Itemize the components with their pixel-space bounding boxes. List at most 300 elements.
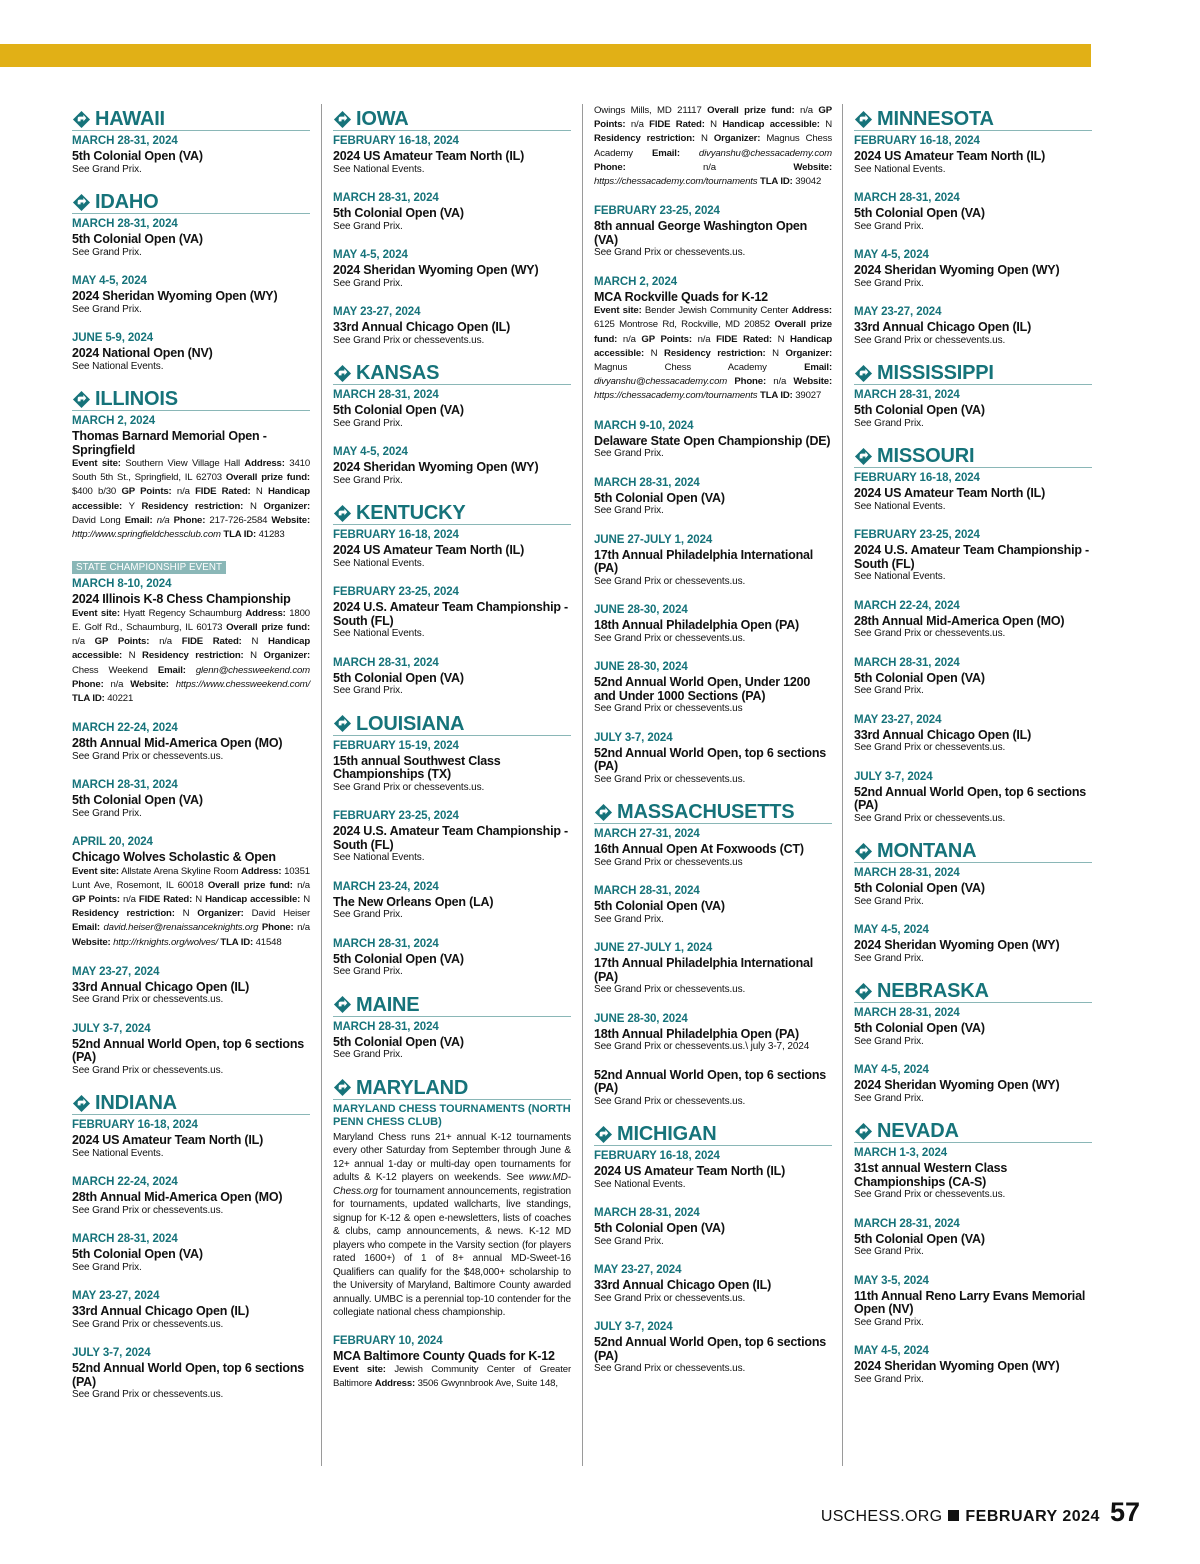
event-note: See National Events. xyxy=(72,1147,164,1159)
event-name: 5th Colonial Open (VA) xyxy=(333,670,464,685)
event-name: 5th Colonial Open (VA) xyxy=(333,206,464,220)
event-listing xyxy=(72,331,310,373)
event-note: See Grand Prix. xyxy=(333,685,403,696)
event-note: See Grand Prix. xyxy=(333,474,403,486)
event-date: FEBRUARY 16-18, 2024 xyxy=(333,529,459,541)
event-name: 52nd Annual World Open, top 6 sections (PA) xyxy=(72,1361,305,1389)
event-listing xyxy=(72,1346,310,1402)
event-name: 33rd Annual Chicago Open (IL) xyxy=(854,727,1032,742)
event-note: See National Events. xyxy=(72,360,164,372)
event-name: 5th Colonial Open (VA) xyxy=(72,793,203,808)
event-date: JUNE 5-9, 2024 xyxy=(72,332,154,344)
event-name: 2024 Sheridan Wyoming Open (WY) xyxy=(72,289,278,303)
event-details: Event site: Bender Jewish Community Center Address: 6125 Montrose Rd, Rockville, MD 20852 Overall prize fund: n/a GP Points: n/a FIDE Rated: N Handicap accessible: N Residency restriction: N Organizer: Magnus Chess Academy Email: divyanshu@chessacademy.com Phone: n/a Website: https://chessacademy.com/tournaments TLA ID: 39027 xyxy=(594,305,833,402)
event-date: MAY 23-27, 2024 xyxy=(854,713,942,726)
section-subheading: MARYLAND CHESS TOURNAMENTS (NORTH PENN CHESS CLUB) xyxy=(333,1102,571,1128)
event-listing xyxy=(594,603,832,645)
event-note: See Grand Prix. xyxy=(854,895,924,907)
event-note: See National Events. xyxy=(333,628,425,639)
event-listing xyxy=(594,476,832,518)
state-name: INDIANA xyxy=(95,1092,177,1115)
event-note: See Grand Prix or chessevents.us.\ july 3-7, 2024 xyxy=(594,1041,810,1053)
event-listing xyxy=(594,660,832,716)
event-note: See National Events. xyxy=(594,1178,686,1190)
state-name: LOUISIANA xyxy=(356,712,465,735)
direction-sign-icon xyxy=(72,1094,91,1113)
event-name: 2024 Sheridan Wyoming Open (WY) xyxy=(854,938,1060,952)
event-date: MAY 23-27, 2024 xyxy=(854,306,942,318)
event-note: See Grand Prix or chessevents.us. xyxy=(854,628,1006,639)
event-listing xyxy=(72,557,310,706)
column-3 xyxy=(594,104,832,1391)
event-date: MARCH 28-31, 2024 xyxy=(594,1207,700,1220)
event-name: 17th Annual Philadelphia International (PA) xyxy=(594,547,814,576)
event-name: 2024 Sheridan Wyoming Open (WY) xyxy=(854,1359,1060,1373)
event-note: See Grand Prix. xyxy=(72,807,142,819)
event-note: See National Events. xyxy=(854,163,946,175)
event-listing xyxy=(72,778,310,820)
event-name: 5th Colonial Open (VA) xyxy=(594,490,725,505)
direction-sign-icon xyxy=(854,364,873,383)
state-name: MAINE xyxy=(356,993,420,1016)
event-listing xyxy=(72,1118,310,1160)
event-name: Delaware State Open Championship (DE) xyxy=(594,433,831,448)
event-note: See Grand Prix. xyxy=(854,1035,924,1047)
event-listing xyxy=(333,739,571,795)
direction-sign-icon xyxy=(854,1122,873,1141)
event-note: See Grand Prix. xyxy=(594,913,664,925)
event-note: See Grand Prix. xyxy=(854,417,924,429)
event-note: See Grand Prix. xyxy=(854,952,924,964)
event-note: See Grand Prix or chessevents.us. xyxy=(333,781,485,793)
event-name: 28th Annual Mid-America Open (MO) xyxy=(854,613,1065,628)
event-name: 5th Colonial Open (VA) xyxy=(854,1021,985,1035)
event-note: See Grand Prix. xyxy=(594,448,664,460)
direction-sign-icon xyxy=(854,447,873,466)
direction-sign-icon xyxy=(333,714,352,733)
event-date: JUNE 27-JULY 1, 2024 xyxy=(594,533,713,546)
event-date: MARCH 28-31, 2024 xyxy=(333,192,439,204)
event-date: MARCH 2, 2024 xyxy=(594,275,678,288)
state-heading-idaho xyxy=(72,191,310,214)
event-name: 33rd Annual Chicago Open (IL) xyxy=(72,1304,250,1319)
footer-month: FEBRUARY 2024 xyxy=(965,1508,1100,1525)
event-note: See Grand Prix. xyxy=(854,1092,924,1104)
event-listing xyxy=(72,1022,310,1078)
event-date: MARCH 28-31, 2024 xyxy=(72,779,178,792)
state-heading-hawaii xyxy=(72,108,310,131)
event-name: 5th Colonial Open (VA) xyxy=(333,1034,464,1049)
state-name: MINNESOTA xyxy=(877,108,994,130)
event-listing xyxy=(854,599,1092,641)
event-date: FEBRUARY 23-25, 2024 xyxy=(333,586,459,598)
state-heading-michigan xyxy=(594,1123,832,1146)
event-note: See Grand Prix. xyxy=(854,1316,924,1328)
event-listing xyxy=(333,585,571,641)
event-name: The New Orleans Open (LA) xyxy=(333,894,494,909)
event-date: MARCH 28-31, 2024 xyxy=(594,885,700,898)
event-date: MAY 4-5, 2024 xyxy=(854,1345,929,1357)
event-date: MAY 4-5, 2024 xyxy=(854,249,929,261)
event-note: See Grand Prix. xyxy=(854,277,924,289)
event-listing xyxy=(854,1006,1092,1048)
event-listing xyxy=(594,533,832,589)
event-listing xyxy=(333,248,571,290)
event-date: MAY 4-5, 2024 xyxy=(333,446,408,458)
event-listing xyxy=(854,713,1092,755)
column-2 xyxy=(333,108,571,1406)
event-date: JULY 3-7, 2024 xyxy=(72,1022,151,1035)
state-name: KENTUCKY xyxy=(356,502,466,524)
event-name: 2024 US Amateur Team North (IL) xyxy=(854,486,1046,500)
event-listing xyxy=(333,388,571,430)
event-note: See Grand Prix or chessevents.us. xyxy=(72,1389,224,1401)
event-date: MARCH 28-31, 2024 xyxy=(72,218,178,230)
event-name: 52nd Annual World Open, top 6 sections (PA) xyxy=(594,745,827,774)
event-date: MARCH 28-31, 2024 xyxy=(333,937,439,950)
event-date: MARCH 28-31, 2024 xyxy=(854,192,960,204)
state-name: IOWA xyxy=(356,108,409,130)
event-note: See Grand Prix or chessevents.us. xyxy=(594,632,746,644)
event-name: 17th Annual Philadelphia International (PA) xyxy=(594,956,814,984)
event-listing xyxy=(854,1063,1092,1105)
event-listing xyxy=(594,827,832,869)
direction-sign-icon xyxy=(72,390,91,409)
event-date: MARCH 2, 2024 xyxy=(72,415,156,427)
event-note: See Grand Prix. xyxy=(594,505,664,517)
event-listing xyxy=(333,134,571,176)
event-date: MARCH 23-24, 2024 xyxy=(333,880,439,893)
event-note: See Grand Prix. xyxy=(333,966,403,977)
direction-sign-icon xyxy=(594,803,613,822)
event-name: 2024 US Amateur Team North (IL) xyxy=(72,1133,264,1148)
event-name: 33rd Annual Chicago Open (IL) xyxy=(72,979,250,994)
event-listing xyxy=(854,923,1092,965)
event-name: 5th Colonial Open (VA) xyxy=(333,951,464,966)
event-note: See Grand Prix or chessevents.us. xyxy=(594,247,746,259)
event-date: MARCH 28-31, 2024 xyxy=(333,1020,439,1033)
event-name: MCA Baltimore County Quads for K-12 xyxy=(333,1348,555,1363)
event-name: 2024 US Amateur Team North (IL) xyxy=(594,1164,786,1179)
event-date: JULY 3-7, 2024 xyxy=(854,770,933,783)
state-heading-louisiana xyxy=(333,713,571,736)
event-note: See Grand Prix. xyxy=(333,909,403,920)
event-listing xyxy=(594,941,832,997)
event-name: 2024 US Amateur Team North (IL) xyxy=(854,149,1046,163)
direction-sign-icon xyxy=(333,995,352,1014)
event-listing xyxy=(72,1289,310,1331)
event-listing xyxy=(72,965,310,1007)
event-listing xyxy=(854,656,1092,698)
event-name: 5th Colonial Open (VA) xyxy=(594,899,725,914)
state-name: IDAHO xyxy=(95,191,159,213)
event-listing xyxy=(594,1149,832,1191)
event-note: See Grand Prix or chessevents.us xyxy=(594,703,743,715)
event-listing xyxy=(72,721,310,763)
event-date: MARCH 27-31, 2024 xyxy=(594,828,700,841)
column-4 xyxy=(854,108,1092,1401)
direction-sign-icon xyxy=(333,110,352,129)
event-name: 2024 US Amateur Team North (IL) xyxy=(333,149,525,163)
top-accent-bar xyxy=(0,44,1091,67)
event-listing xyxy=(333,528,571,570)
page-footer xyxy=(821,1497,1140,1528)
event-name: 18th Annual Philadelphia Open (PA) xyxy=(594,618,800,633)
state-heading-iowa xyxy=(333,108,571,131)
event-name: 28th Annual Mid-America Open (MO) xyxy=(72,1190,283,1205)
event-listing xyxy=(333,1020,571,1062)
event-date: JULY 3-7, 2024 xyxy=(594,731,673,744)
state-championship-badge: STATE CHAMPIONSHIP EVENT xyxy=(72,561,226,574)
event-note: See Grand Prix or chessevents.us. xyxy=(72,994,224,1006)
event-note: See National Events. xyxy=(854,571,946,582)
event-details: Owings Mills, MD 21117 Overall prize fund: n/a GP Points: n/a FIDE Rated: N Handicap accessible: N Residency restriction: N Organizer: Magnus Chess Academy Email: divyanshu@chessacademy.com Phone: n/a Website: https://chessacademy.com/tournaments TLA ID: 39042 xyxy=(594,105,833,188)
event-note: See Grand Prix or chessevents.us. xyxy=(854,812,1006,824)
event-note: See Grand Prix. xyxy=(72,1261,142,1273)
event-note: See Grand Prix. xyxy=(594,1235,664,1247)
event-listing xyxy=(72,217,310,259)
state-name: MISSISSIPPI xyxy=(877,362,994,384)
state-heading-montana xyxy=(854,840,1092,863)
state-name: KANSAS xyxy=(356,362,440,384)
event-name: 16th Annual Open At Foxwoods (CT) xyxy=(594,842,804,857)
state-heading-indiana xyxy=(72,1092,310,1115)
event-date: JUNE 28-30, 2024 xyxy=(594,661,688,674)
event-details: Event site: Jewish Community Center of Greater Baltimore Address: 3506 Gwynnbrook Ave, Suite 148, xyxy=(333,1364,571,1390)
event-name: 52nd Annual World Open, Under 1200 and Under 1000 Sections (PA) xyxy=(594,675,811,703)
event-date: FEBRUARY 23-25, 2024 xyxy=(594,205,720,218)
event-listing xyxy=(72,1232,310,1274)
event-name: 8th annual George Washington Open (VA) xyxy=(594,219,808,247)
event-listing xyxy=(333,880,571,922)
event-note: See Grand Prix. xyxy=(854,1246,924,1257)
event-name: Thomas Barnard Memorial Open - Springfield xyxy=(72,429,267,457)
event-name: 5th Colonial Open (VA) xyxy=(333,403,464,417)
event-listing xyxy=(333,1334,571,1392)
event-date: MARCH 28-31, 2024 xyxy=(854,867,960,879)
state-heading-kentucky xyxy=(333,502,571,525)
event-date: MARCH 1-3, 2024 xyxy=(854,1147,948,1159)
event-listing xyxy=(854,305,1092,347)
event-date: FEBRUARY 16-18, 2024 xyxy=(333,135,459,147)
event-listing xyxy=(854,248,1092,290)
event-listing xyxy=(594,1320,832,1376)
event-name: 5th Colonial Open (VA) xyxy=(854,881,985,895)
event-date: MARCH 22-24, 2024 xyxy=(854,599,960,612)
event-date: FEBRUARY 16-18, 2024 xyxy=(854,472,980,484)
event-date: MAY 23-27, 2024 xyxy=(72,965,160,978)
event-date: FEBRUARY 23-25, 2024 xyxy=(854,529,980,541)
event-date: FEBRUARY 16-18, 2024 xyxy=(72,1119,198,1132)
event-date: FEBRUARY 10, 2024 xyxy=(333,1334,443,1347)
state-heading-massachusetts xyxy=(594,801,832,824)
event-date: APRIL 20, 2024 xyxy=(72,836,153,849)
event-name: 2024 U.S. Amateur Team Championship - South (FL) xyxy=(333,600,569,628)
event-listing xyxy=(854,866,1092,908)
event-date: JUNE 28-30, 2024 xyxy=(594,1012,688,1025)
event-date: MARCH 22-24, 2024 xyxy=(72,1176,178,1189)
event-listing xyxy=(854,528,1092,584)
direction-sign-icon xyxy=(854,982,873,1001)
event-note: See Grand Prix or chessevents.us. xyxy=(72,1064,224,1076)
event-name: 5th Colonial Open (VA) xyxy=(854,670,985,685)
event-date: MAY 23-27, 2024 xyxy=(72,1290,160,1303)
event-date: MARCH 28-31, 2024 xyxy=(854,389,960,401)
event-name: 2024 National Open (NV) xyxy=(72,346,213,360)
event-name: 5th Colonial Open (VA) xyxy=(594,1221,725,1236)
event-name: 28th Annual Mid-America Open (MO) xyxy=(72,736,283,751)
event-date: JUNE 28-30, 2024 xyxy=(594,604,688,617)
footer-site[interactable]: USCHESS.ORG xyxy=(820,1508,943,1525)
event-note: See Grand Prix or chessevents.us. xyxy=(333,334,485,346)
event-listing xyxy=(594,275,832,404)
event-note: See Grand Prix. xyxy=(72,163,142,175)
event-date: JUNE 27-JULY 1, 2024 xyxy=(594,942,713,955)
event-note: See Grand Prix or chessevents.us. xyxy=(72,1204,224,1216)
event-name: 5th Colonial Open (VA) xyxy=(72,232,203,246)
event-date: MARCH 28-31, 2024 xyxy=(333,389,439,401)
event-name: Chicago Wolves Scholastic & Open xyxy=(72,850,276,865)
state-heading-mississippi xyxy=(854,362,1092,385)
event-note: See Grand Prix or chessevents.us. xyxy=(854,742,1006,753)
event-listing xyxy=(72,134,310,176)
event-note: See Grand Prix. xyxy=(854,685,924,696)
event-listing xyxy=(594,1206,832,1248)
event-name: 2024 Sheridan Wyoming Open (WY) xyxy=(854,1078,1060,1092)
state-heading-maryland xyxy=(333,1077,571,1100)
event-date: MARCH 28-31, 2024 xyxy=(854,656,960,669)
state-name: NEBRASKA xyxy=(877,980,989,1002)
event-note: See Grand Prix or chessevents.us. xyxy=(594,984,746,996)
event-date: MAY 23-27, 2024 xyxy=(594,1264,682,1277)
state-heading-illinois xyxy=(72,388,310,411)
state-name: HAWAII xyxy=(95,108,165,130)
event-date: MARCH 9-10, 2024 xyxy=(594,419,694,432)
event-note: See Grand Prix or chessevents.us. xyxy=(594,1095,746,1107)
event-name: 15th annual Southwest Class Championships (TX) xyxy=(333,753,501,781)
event-note: See Grand Prix or chessevents.us. xyxy=(854,334,1006,346)
event-listing xyxy=(854,134,1092,176)
event-date: MAY 4-5, 2024 xyxy=(854,924,929,936)
state-heading-minnesota xyxy=(854,108,1092,131)
event-name: 11th Annual Reno Larry Evans Memorial Open (NV) xyxy=(854,1288,1086,1316)
event-date: FEBRUARY 16-18, 2024 xyxy=(594,1150,720,1163)
event-listing xyxy=(854,1146,1092,1202)
event-note: See Grand Prix. xyxy=(854,1373,924,1385)
event-date: JULY 3-7, 2024 xyxy=(594,1321,673,1334)
section-description: Maryland Chess runs 21+ annual K-12 tournaments every other Saturday from September through June & 12+ annual 1-day or multi-day open tournaments for adults & K-12 players on weekends. See www.MD-Chess.org for tournament announcements, registration for tournaments, updated wallcharts, live standings, signup for K-12 & open e-newsletters, lists of coaches & clubs, camp announcements, & news. K-12 MD players who compete in the Varsity section (for players rated 1600+) of 1 of 8+ annual MD-Sweet-16 Qualifiers can qualify for the $48,000+ scholarship to the University of Maryland, Baltimore County awarded annually. UMBC is a perennial top-10 contender for the collegiate national chess championship. xyxy=(333,1131,571,1318)
event-listing xyxy=(594,731,832,787)
event-listing xyxy=(854,471,1092,513)
event-note: See Grand Prix. xyxy=(333,1049,403,1060)
event-listing xyxy=(333,809,571,865)
event-name: 2024 U.S. Amateur Team Championship - South (FL) xyxy=(333,824,569,852)
event-listing xyxy=(854,388,1092,430)
event-name: 33rd Annual Chicago Open (IL) xyxy=(854,320,1032,334)
event-date: MARCH 28-31, 2024 xyxy=(594,476,700,489)
event-date: MARCH 28-31, 2024 xyxy=(333,656,439,669)
event-name: 5th Colonial Open (VA) xyxy=(854,206,985,220)
state-name: MISSOURI xyxy=(877,445,975,467)
event-name: 18th Annual Philadelphia Open (PA) xyxy=(594,1026,800,1041)
event-note: See Grand Prix. xyxy=(72,303,142,315)
event-details: Event site: Southern View Village Hall Address: 3410 South 5th St., Springfield, IL 62703 Overall prize fund: $400 b/30 GP Points: n/a FIDE Rated: N Handicap accessible: Y Residency restriction: N Organizer: David Long Email: n/a Phone: 217-726-2584 Website: http://www.springfieldchessclub.com TLA ID: 41283 xyxy=(72,458,311,541)
event-date: MARCH 28-31, 2024 xyxy=(854,1007,960,1019)
state-name: NEVADA xyxy=(877,1120,959,1142)
event-name: 5th Colonial Open (VA) xyxy=(854,403,985,417)
event-date: FEBRUARY 15-19, 2024 xyxy=(333,739,459,752)
state-heading-kansas xyxy=(333,362,571,385)
event-date: MAY 4-5, 2024 xyxy=(333,249,408,261)
event-name: 52nd Annual World Open, top 6 sections (PA) xyxy=(594,1067,827,1096)
event-listing xyxy=(594,419,832,461)
event-name: 52nd Annual World Open, top 6 sections (PA) xyxy=(594,1335,827,1363)
event-note: See Grand Prix or chessevents.us. xyxy=(594,773,746,785)
column-1 xyxy=(72,108,310,1417)
state-heading-missouri xyxy=(854,445,1092,468)
event-note: See Grand Prix or chessevents.us xyxy=(594,856,743,868)
event-name: 2024 US Amateur Team North (IL) xyxy=(333,543,525,557)
state-heading-nebraska xyxy=(854,980,1092,1003)
event-date: FEBRUARY 16-18, 2024 xyxy=(854,135,980,147)
direction-sign-icon xyxy=(333,1078,352,1097)
event-listing xyxy=(72,414,310,542)
event-name: 2024 Illinois K-8 Chess Championship xyxy=(72,592,291,607)
direction-sign-icon xyxy=(333,364,352,383)
event-date: FEBRUARY 23-25, 2024 xyxy=(333,810,459,822)
event-date: MAY 4-5, 2024 xyxy=(72,275,147,287)
event-name: 2024 U.S. Amateur Team Championship - South (FL) xyxy=(854,543,1090,571)
event-listing xyxy=(72,835,310,950)
event-listing xyxy=(594,104,832,189)
event-note: See National Events. xyxy=(333,163,425,175)
event-listing xyxy=(333,191,571,233)
event-note: See Grand Prix or chessevents.us. xyxy=(594,1363,746,1375)
direction-sign-icon xyxy=(854,842,873,861)
state-name: MICHIGAN xyxy=(617,1123,717,1146)
event-listing xyxy=(594,884,832,926)
event-date: MARCH 28-31, 2024 xyxy=(72,1233,178,1246)
state-name: MARYLAND xyxy=(356,1076,469,1099)
event-date: MAY 4-5, 2024 xyxy=(854,1064,929,1076)
event-name: 2024 Sheridan Wyoming Open (WY) xyxy=(854,263,1060,277)
event-listing xyxy=(854,191,1092,233)
event-date: MAY 3-5, 2024 xyxy=(854,1274,929,1287)
direction-sign-icon xyxy=(854,110,873,129)
event-note: See National Events. xyxy=(333,852,425,863)
state-name: MONTANA xyxy=(877,840,977,862)
event-date: MARCH 28-31, 2024 xyxy=(854,1217,960,1230)
event-name: 33rd Annual Chicago Open (IL) xyxy=(333,320,511,334)
event-note: See Grand Prix or chessevents.us. xyxy=(594,1292,746,1304)
event-date: JULY 3-7, 2024 xyxy=(72,1347,151,1360)
event-name: 31st annual Western Class Championships (CA-S) xyxy=(854,1161,1008,1189)
event-date: MARCH 28-31, 2024 xyxy=(72,135,178,147)
event-name: 33rd Annual Chicago Open (IL) xyxy=(594,1278,772,1293)
event-details: Event site: Hyatt Regency Schaumburg Address: 1800 E. Golf Rd., Schaumburg, IL 60173 Overall prize fund: n/a GP Points: n/a FIDE Rated: N Handicap accessible: N Residency restriction: N Organizer: Chess Weekend Email: glenn@chessweekend.com Phone: n/a Website: https://www.chessweekend.com/ TLA ID: 40221 xyxy=(72,607,311,704)
event-note: See Grand Prix. xyxy=(333,277,403,289)
event-listing xyxy=(854,1217,1092,1259)
event-name: 2024 Sheridan Wyoming Open (WY) xyxy=(333,263,539,277)
event-listing xyxy=(594,1012,832,1054)
event-note: See Grand Prix or chessevents.us. xyxy=(72,750,224,762)
event-listing xyxy=(854,1344,1092,1386)
event-date: MARCH 22-24, 2024 xyxy=(72,722,178,735)
event-listing xyxy=(333,656,571,698)
direction-sign-icon xyxy=(594,1125,613,1144)
event-listing xyxy=(72,274,310,316)
event-note: See Grand Prix. xyxy=(72,246,142,258)
